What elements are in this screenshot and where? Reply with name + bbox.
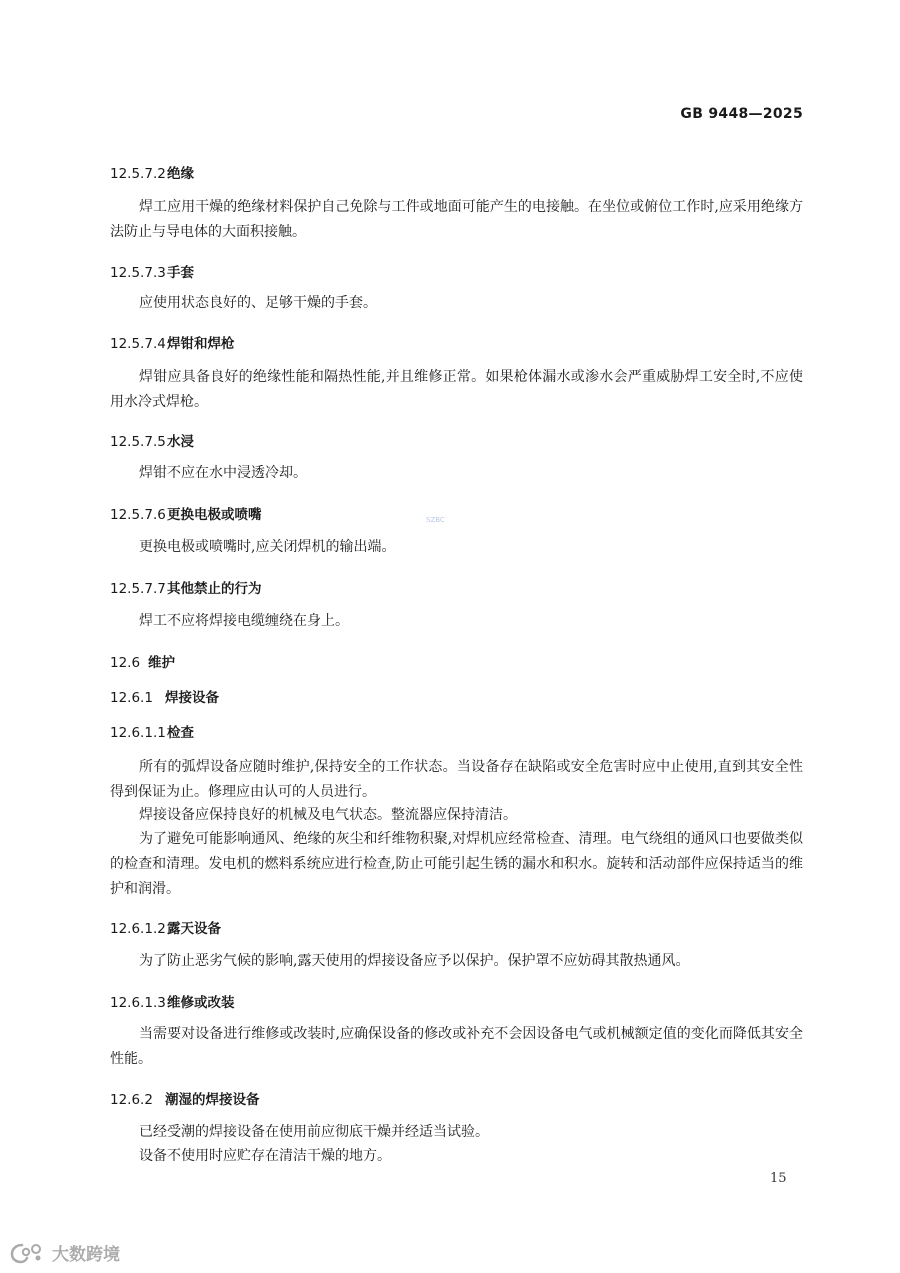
paragraph: 应使用状态良好的、足够干燥的手套。 [139, 295, 377, 311]
section-title: 露天设备 [167, 921, 221, 937]
section-number: 12.5.7.7 [110, 581, 166, 597]
section-title: 维护 [148, 655, 175, 671]
section-heading-12-5-7-3 [110, 261, 194, 281]
section-number: 12.6 [110, 655, 141, 671]
section-heading-12-5-7-4 [110, 332, 235, 352]
section-heading-12-5-7-6 [110, 503, 262, 523]
section-title: 更换电极或喷嘴 [167, 507, 262, 523]
section-heading-12-6-1-2 [110, 917, 221, 937]
paragraph: 为了避免可能影响通风、绝缘的灰尘和纤维物积聚,对焊机应经常检查、清理。电气绕组的通风口也要做类似的检查和清理。发电机的燃料系统应进行检查,防止可能引起生锈的漏水和积水。旋转和活动部件应保持适当的维护和润滑。 [110, 831, 803, 897]
paragraph: 为了防止恶劣气候的影响,露天使用的焊接设备应予以保护。保护罩不应妨碍其散热通风。 [139, 953, 690, 969]
section-title: 焊接设备 [165, 690, 219, 706]
section-heading-12-5-7-5 [110, 430, 194, 450]
section-number: 12.6.1.1 [110, 725, 166, 741]
paragraph: 设备不使用时应贮存在清洁干燥的地方。 [139, 1148, 391, 1164]
watermark [10, 1240, 120, 1265]
section-heading-12-5-7-7 [110, 577, 262, 597]
section-number: 12.5.7.6 [110, 507, 166, 523]
faint-stamp: SZBC [426, 516, 445, 524]
paragraph: 焊工不应将焊接电缆缠绕在身上。 [139, 613, 349, 629]
paragraph: 焊钳应具备良好的绝缘性能和隔热性能,并且维修正常。如果枪体漏水或渗水会严重威胁焊工安全时,不应使用水冷式焊枪。 [110, 369, 803, 410]
section-number: 12.6.1.2 [110, 921, 166, 937]
section-number: 12.5.7.4 [110, 336, 166, 352]
section-number: 12.5.7.3 [110, 265, 166, 281]
section-number: 12.6.2 [110, 1092, 153, 1108]
standard-code: GB 9448—2025 [680, 106, 803, 122]
section-title: 维修或改装 [167, 995, 235, 1011]
section-heading-12-6-1-3 [110, 991, 235, 1011]
section-title: 焊钳和焊枪 [167, 336, 235, 352]
section-heading-12-6 [110, 651, 175, 671]
section-number: 12.6.1 [110, 690, 153, 706]
paragraph: 焊钳不应在水中浸透冷却。 [139, 465, 307, 481]
section-title: 潮湿的焊接设备 [165, 1092, 260, 1108]
section-number: 12.5.7.2 [110, 166, 166, 182]
section-number: 12.6.1.3 [110, 995, 166, 1011]
section-heading-12-6-2 [110, 1088, 260, 1108]
section-title: 其他禁止的行为 [167, 581, 262, 597]
paragraph: 焊接设备应保持良好的机械及电气状态。整流器应保持清洁。 [139, 807, 517, 823]
section-heading-12-6-1 [110, 686, 219, 706]
section-number: 12.5.7.5 [110, 434, 166, 450]
watermark-logo-icon [10, 1241, 46, 1265]
section-title: 手套 [167, 265, 194, 281]
section-heading-12-6-1-1 [110, 721, 194, 741]
watermark-text: 大数跨境 [52, 1245, 120, 1265]
section-heading-12-5-7-2 [110, 162, 194, 182]
paragraph: 更换电极或喷嘴时,应关闭焊机的输出端。 [139, 539, 396, 555]
paragraph: 所有的弧焊设备应随时维护,保持安全的工作状态。当设备存在缺陷或安全危害时应中止使用,直到其安全性得到保证为止。修理应由认可的人员进行。 [110, 759, 803, 800]
page-number: 15 [770, 1171, 787, 1186]
section-title: 绝缘 [167, 166, 194, 182]
section-title: 检查 [167, 725, 194, 741]
section-title: 水浸 [167, 434, 194, 450]
paragraph: 已经受潮的焊接设备在使用前应彻底干燥并经适当试验。 [139, 1124, 489, 1140]
paragraph: 当需要对设备进行维修或改装时,应确保设备的修改或补充不会因设备电气或机械额定值的变化而降低其安全性能。 [110, 1026, 803, 1067]
paragraph: 焊工应用干燥的绝缘材料保护自己免除与工件或地面可能产生的电接触。在坐位或俯位工作时,应采用绝缘方法防止与导电体的大面积接触。 [110, 199, 803, 240]
